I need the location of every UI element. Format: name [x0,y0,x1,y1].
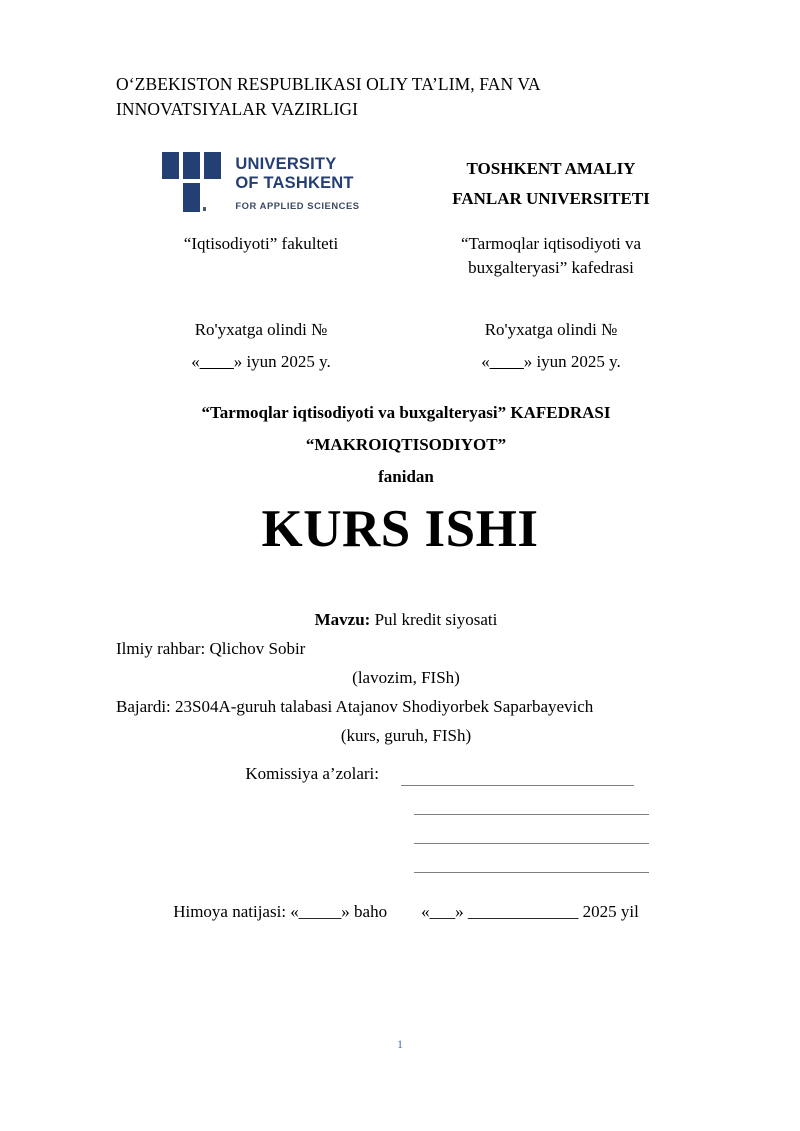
registration-right-line-1: Ro'yxatga olindi № [484,320,618,339]
logo-column [116,146,406,214]
logo-name-line-2: OF TASHKENT [235,173,354,192]
page-title: KURS ISHI [261,500,539,558]
registration-left-line-1: Ro'yxatga olindi № [194,320,328,339]
registration-left-date: » iyun 2025 y. [233,352,331,371]
supervisor-hint: (lavozim, FISh) [352,668,460,687]
signature-line-1[interactable] [401,785,634,786]
details-block [116,605,696,750]
subject-fanidan-line: fanidan [378,467,434,486]
subject-course-line: “MAKROIQTISODIYOT” [305,435,507,454]
logo-square-4 [183,183,200,212]
commission-row-2 [116,786,696,815]
university-name-line-1: TOSHKENT AMALIY [466,159,636,178]
logo-square-3 [204,152,221,179]
ministry-header [116,72,696,122]
logo-wordmark [235,155,359,212]
university-name-line-2: FANLAR UNIVERSITETI [452,189,650,208]
faculty-block [116,232,696,280]
supervisor-row: Ilmiy rahbar: Qlichov Sobir [116,639,306,658]
registration-right [406,314,696,378]
logo-mark-icon [162,152,224,214]
signature-line-2[interactable] [414,814,649,815]
university-name [452,154,650,214]
subject-chair-line: “Tarmoqlar iqtisodiyoti va buxgalteryasi” KAFEDRASI [201,403,611,422]
logo-tagline: FOR APPLIED SCIENCES [235,199,360,211]
topic-value: Pul kredit siyosati [370,610,498,629]
defense-result-line: Himoya natijasi: «_____» baho «___» _____________ 2025 yil [173,902,639,921]
department-name: “Tarmoqlar iqtisodiyoti va buxgalteryasi” kafedrasi [460,234,642,277]
ministry-line-2: INNOVATSIYALAR VAZIRLIGI [116,99,359,119]
commission-row-4 [116,844,696,873]
page-number: 1 [397,1037,403,1051]
commission-block [116,757,696,873]
logo-square-2 [183,152,200,179]
university-name-column [406,146,696,214]
registration-right-line-2 [406,346,696,378]
student-hint: (kurs, guruh, FISh) [340,726,472,745]
guillemet-open-left: « [191,352,200,371]
signature-line-3[interactable] [414,843,649,844]
registration-block [116,314,696,378]
logo-square-1 [162,152,179,179]
logo-registered-mark-icon [203,207,206,211]
registration-left-line-2 [116,346,406,378]
signature-line-4[interactable] [414,872,649,873]
registration-right-blank: ____ [489,352,524,371]
commission-label: Komissiya a’zolari: [245,764,379,783]
institution-block [116,146,696,214]
ministry-line-1: O‘ZBEKISTON RESPUBLIKASI OLIY TA’LIM, FAN VA [116,74,541,94]
faculty-name: “Iqtisodiyoti” fakulteti [183,234,339,253]
commission-row-3 [116,815,696,844]
topic-label: Mavzu: [314,610,371,629]
guillemet-open-right: « [481,352,490,371]
subject-block [116,397,696,493]
commission-row-1 [116,757,696,786]
topic-row [116,605,696,634]
registration-left-blank: ____ [199,352,234,371]
registration-right-date: » iyun 2025 y. [523,352,621,371]
university-logo [162,152,359,214]
registration-left [116,314,406,378]
student-row: Bajardi: 23S04A-guruh talabasi Atajanov Shodiyorbek Saparbayevich [116,697,594,716]
logo-name-line-1: UNIVERSITY [235,154,337,173]
